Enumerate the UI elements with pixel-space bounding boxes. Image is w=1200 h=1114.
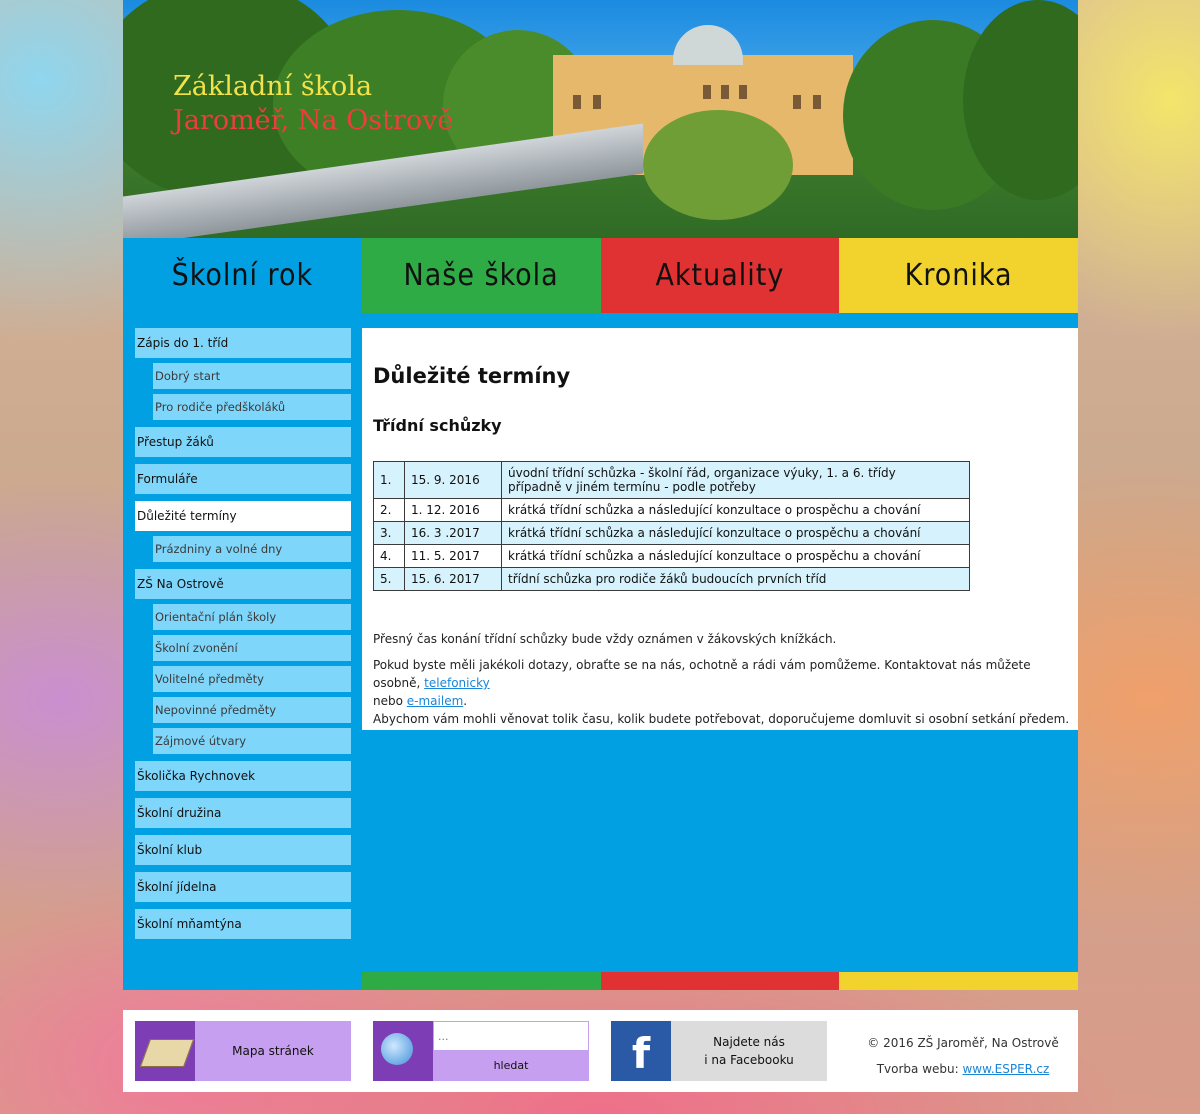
sitemap-button[interactable] [135, 1021, 351, 1081]
sidebar-sub-skolni-zvoneni[interactable]: Školní zvonění [153, 635, 351, 661]
sitemap-label: Mapa stránek [232, 1044, 314, 1058]
credit-link[interactable]: www.ESPER.cz [962, 1062, 1050, 1076]
row-date: 16. 3 .2017 [405, 522, 502, 545]
row-text: krátká třídní schůzka a následující konzultace o prospěchu a chování [502, 499, 970, 522]
nav-tab-nase-skola[interactable]: Naše škola [362, 238, 601, 313]
stripe-yellow [839, 972, 1078, 990]
row-text: krátká třídní schůzka a následující konzultace o prospěchu a chování [502, 522, 970, 545]
sidebar-item-skolicka[interactable]: Školička Rychnovek [135, 761, 351, 791]
site-logo[interactable] [173, 70, 453, 138]
header-banner [123, 0, 1078, 238]
sidebar-sub-prazdniny[interactable]: Prázdniny a volné dny [153, 536, 351, 562]
row-text-line2: případně v jiném termínu - podle potřeby [508, 480, 756, 494]
sidebar-sub-pro-rodice[interactable]: Pro rodiče předškoláků [153, 394, 351, 420]
row-date: 15. 9. 2016 [405, 462, 502, 499]
main-nav [123, 238, 1078, 313]
terms-table [373, 461, 970, 591]
sidebar-item-klub[interactable]: Školní klub [135, 835, 351, 865]
contact-text: Pokud byste měli jakékoli dotazy, obraťte se na nás, ochotně a rádi vám pomůžeme. Kontaktovat nás můžete osobně, [373, 658, 1031, 690]
table-row [374, 499, 970, 522]
sidebar-menu [135, 328, 351, 946]
contact-or-text: nebo [373, 694, 407, 708]
nav-tab-skolni-rok[interactable]: Školní rok [123, 238, 362, 313]
row-date: 1. 12. 2016 [405, 499, 502, 522]
facebook-label-line1: Najdete nás [713, 1035, 785, 1049]
table-row [374, 545, 970, 568]
credit-line [863, 1056, 1063, 1082]
row-date: 11. 5. 2017 [405, 545, 502, 568]
main-content [362, 328, 1078, 730]
sidebar-item-prestup[interactable]: Přestup žáků [135, 427, 351, 457]
sidebar-item-jidelna[interactable]: Školní jídelna [135, 872, 351, 902]
sidebar-sub-dobry-start[interactable]: Dobrý start [153, 363, 351, 389]
table-row [374, 462, 970, 499]
page-title: Důležité termíny [373, 364, 571, 388]
bottom-color-stripes [362, 972, 1078, 990]
stripe-green [362, 972, 601, 990]
credit-prefix: Tvorba webu: [876, 1062, 963, 1076]
email-link[interactable]: e-mailem [406, 694, 464, 708]
search-icon [373, 1021, 433, 1081]
nav-tab-aktuality[interactable]: Aktuality [601, 238, 840, 313]
row-number: 1. [374, 462, 405, 499]
sidebar-item-formulare[interactable]: Formuláře [135, 464, 351, 494]
row-text: krátká třídní schůzka a následující konzultace o prospěchu a chování [502, 545, 970, 568]
facebook-button[interactable] [611, 1021, 827, 1081]
search-button[interactable]: hledat [493, 1059, 529, 1072]
row-date: 15. 6. 2017 [405, 568, 502, 591]
sidebar-sub-orientacni-plan[interactable]: Orientační plán školy [153, 604, 351, 630]
paragraph-meeting: Abychom vám mohli věnovat tolik času, kolik budete potřebovat, doporučujeme domluvit si osobní setkání předem. [373, 712, 1070, 726]
sidebar-sub-nepovinne[interactable]: Nepovinné předměty [153, 697, 351, 723]
copyright-text: © 2016 ZŠ Jaroměř, Na Ostrově [867, 1036, 1059, 1050]
search-input[interactable] [433, 1021, 589, 1051]
section-title: Třídní schůzky [373, 416, 502, 435]
table-row [374, 522, 970, 545]
sidebar-item-druzina[interactable]: Školní družina [135, 798, 351, 828]
row-number: 2. [374, 499, 405, 522]
table-row [374, 568, 970, 591]
sidebar-sub-volitelne[interactable]: Volitelné předměty [153, 666, 351, 692]
row-number: 5. [374, 568, 405, 591]
row-number: 3. [374, 522, 405, 545]
facebook-icon: f [611, 1021, 671, 1081]
row-text [502, 462, 970, 499]
logo-line2: Jaroměř, Na Ostrově [173, 105, 454, 136]
facebook-label [671, 1033, 827, 1069]
row-number: 4. [374, 545, 405, 568]
nav-tab-kronika[interactable]: Kronika [839, 238, 1078, 313]
stripe-red [601, 972, 840, 990]
copyright-block [863, 1030, 1063, 1082]
sidebar-item-dulezite-terminy[interactable]: Důležité termíny [135, 501, 351, 531]
search-widget [373, 1021, 589, 1081]
footer [123, 1010, 1078, 1092]
phone-link[interactable]: telefonicky [424, 676, 490, 690]
row-text: třídní schůzka pro rodiče žáků budoucích prvních tříd [502, 568, 970, 591]
row-text-line1: úvodní třídní schůzka - školní řád, organizace výuky, 1. a 6. třídy [508, 466, 896, 480]
sidebar-item-zs-na-ostrove[interactable]: ZŠ Na Ostrově [135, 569, 351, 599]
contact-period: . [463, 694, 468, 708]
facebook-label-line2: i na Facebooku [704, 1053, 794, 1067]
paragraph-contact [373, 656, 1073, 728]
sidebar-item-zapis[interactable]: Zápis do 1. tříd [135, 328, 351, 358]
sidebar-item-mnamtyna[interactable]: Školní mňamtýna [135, 909, 351, 939]
sidebar-sub-zajmove[interactable]: Zájmové útvary [153, 728, 351, 754]
map-icon [135, 1021, 195, 1081]
page-container [123, 0, 1078, 990]
paragraph-announcement: Přesný čas konání třídní schůzky bude vždy oznámen v žákovských knížkách. [373, 632, 837, 646]
logo-line1: Základní škola [173, 71, 373, 102]
